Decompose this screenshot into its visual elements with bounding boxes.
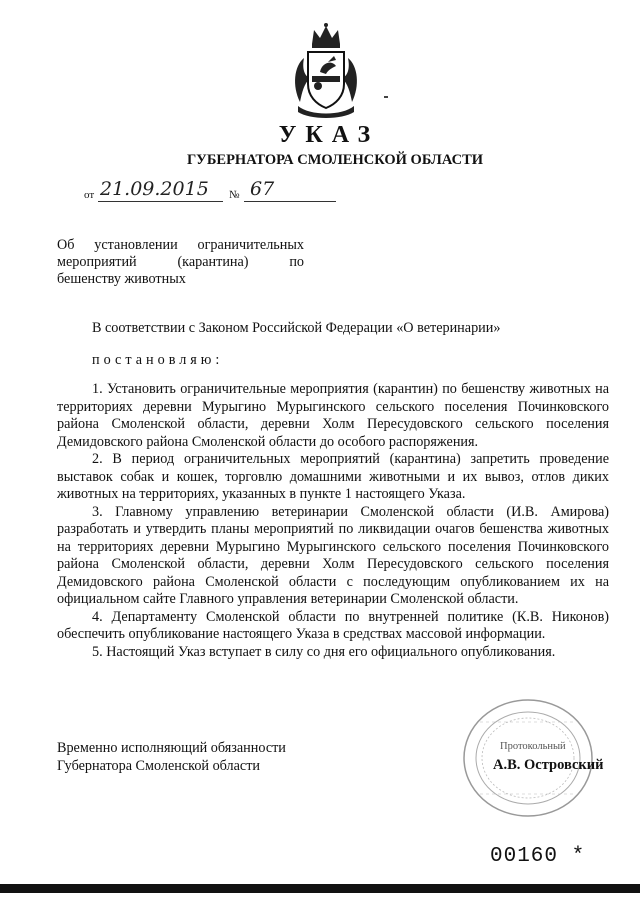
decree-paragraph-1: 1. Установить ограничительные мероприятия (карантин) по бешенству животных на территориях деревни Мурыгино Мурыгинского сельского поселения Починковского района Смоленской области, деревни Холм Пересудовского сельского поселения Демидовского района Смоленской области до особого распоряжения.: [57, 381, 609, 450]
number-underline: [244, 201, 336, 202]
decree-paragraph-5: 5. Настоящий Указ вступает в силу со дня его официального опубликования.: [92, 643, 556, 660]
scan-speck: [384, 96, 388, 98]
signatory-name: А.В. Островский: [493, 757, 604, 773]
position-line: Губернатора Смоленской области: [57, 757, 261, 774]
subject-word: (карантина): [177, 254, 249, 270]
document-subject: [57, 237, 304, 288]
coat-of-arms-emblem: [290, 22, 362, 122]
subject-word: установлении: [94, 237, 178, 253]
decree-paragraph-3: 3. Главному управлению ветеринарии Смоленской области (И.В. Амирова) разработать и утвердить планы мероприятий по ликвидации очагов бешенства животных на территориях деревни Мурыгино Мурыгинского сельского поселения Починковского района Смоленской области, деревни Холм Пересудовского сельского поселения Демидовского района Смоленской области с последующим опубликованием их на официальном сайте Главного управления ветеринарии Смоленской области.: [57, 503, 609, 607]
document-title: УКАЗ: [278, 122, 380, 148]
decree-body: [57, 381, 609, 661]
document-subtitle: ГУБЕРНАТОРА СМОЛЕНСКОЙ ОБЛАСТИ: [186, 152, 484, 168]
stamp-label: Протокольный: [500, 741, 566, 752]
number-prefix: №: [229, 189, 240, 201]
signatory-position: [57, 740, 286, 775]
preamble: В соответствии с Законом Российской Федерации «О ветеринарии»: [92, 320, 501, 336]
subject-line: бешенству животных: [57, 271, 186, 287]
decree-word: постановляю:: [92, 352, 224, 368]
date-prefix: от: [84, 189, 95, 201]
subject-word: мероприятий: [57, 254, 137, 270]
number-handwritten: 67: [250, 178, 275, 200]
date-handwritten: 21.09.2015: [100, 178, 209, 200]
document-number: 00160 *: [490, 845, 586, 868]
scan-edge-bar: [0, 884, 640, 893]
position-line: Временно исполняющий обязанности: [57, 740, 286, 756]
decree-paragraph-4: 4. Департаменту Смоленской области по внутренней политике (К.В. Никонов) обеспечить опубликование настоящего Указа в средствах массовой информации.: [57, 608, 609, 642]
subject-word: Об: [57, 237, 75, 253]
decree-paragraph-2: 2. В период ограничительных мероприятий (карантина) запретить проведение выставок собак и кошек, торговлю домашними животными и их вывоз, отлов диких животных на территориях, указанных в пункте 1 настоящего Указа.: [57, 451, 609, 502]
date-underline: [98, 201, 223, 202]
subject-word: ограничительных: [197, 237, 304, 253]
subject-word: по: [289, 254, 304, 270]
